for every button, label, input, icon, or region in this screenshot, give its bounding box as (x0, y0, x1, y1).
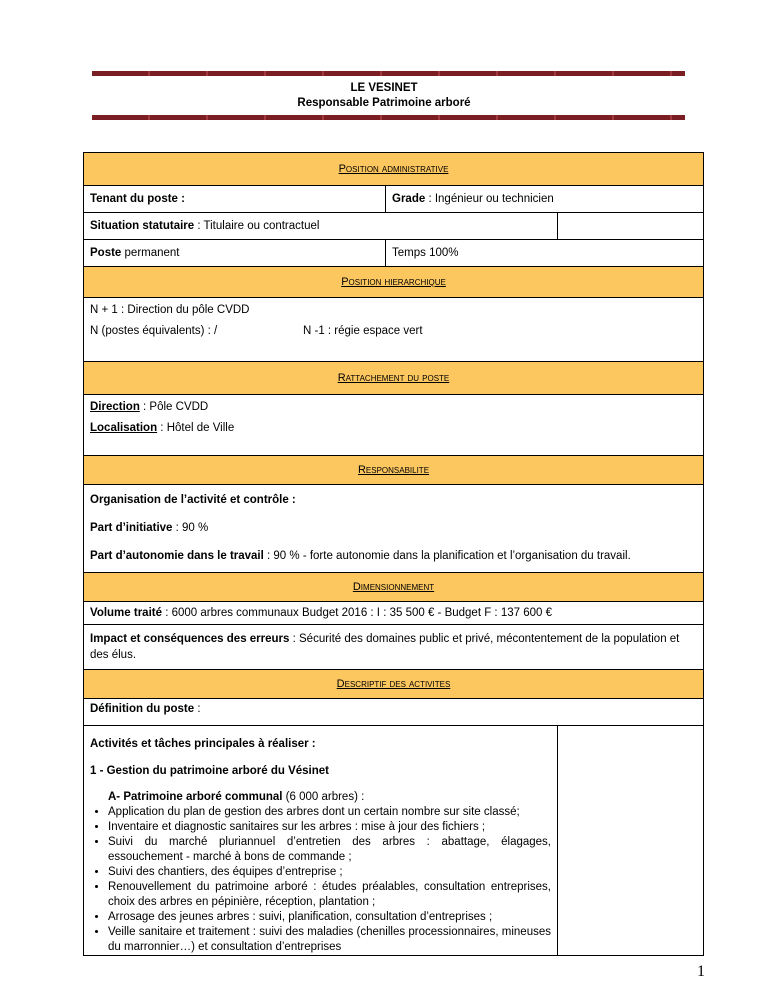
organisation-line: Organisation de l’activité et contrôle : (90, 494, 296, 506)
list-item: • Veille sanitaire et traitement : suivi des maladies (chenilles processionnaires, mineuses du marronnier…) et consultation d’entreprises (108, 925, 551, 955)
empty-cell (558, 213, 704, 240)
list-item: • Renouvellement du patrimoine arboré : études préalables, consultation entreprises, choix des arbres en pépinière, réception, plantation ; (108, 880, 551, 910)
responsabilite-cell (84, 485, 704, 573)
list-item: • Suivi du marché pluriannuel d’entretien des arbres : abattage, élagages, essouchement - marché à bons de commande ; (108, 835, 551, 865)
job-description-table (83, 152, 704, 956)
list-item: • Inventaire et diagnostic sanitaires sur les arbres : mise à jour des fichiers ; (108, 820, 551, 835)
grade-cell: Grade : Ingénieur ou technicien (386, 186, 704, 213)
activities-cell (84, 726, 558, 956)
definition-cell: Définition du poste : (84, 699, 704, 726)
header-rule-top (92, 71, 685, 76)
section-rattachement: Rattachement du poste (84, 362, 704, 395)
initiative-line: Part d’initiative : 90 % (90, 522, 209, 534)
situation-cell: Situation statutaire : Titulaire ou contractuel (84, 213, 558, 240)
hierarchy-cell (84, 298, 704, 362)
tenant-cell: Tenant du poste : (84, 186, 386, 213)
section-position-hierarchique: Position hierarchique (84, 267, 704, 298)
header-title: LE VESINET (350, 82, 418, 94)
section-position-administrative: Position administrative (84, 153, 704, 186)
list-item: • Suivi des chantiers, des équipes d’entreprise ; (108, 865, 551, 880)
section-dimensionnement: Dimensionnement (84, 573, 704, 602)
activities-title: Activités et tâches principales à réaliser : (90, 738, 316, 750)
n-minus-1: N -1 : régie espace vert (303, 325, 423, 337)
list-item: • Application du plan de gestion des arbres dont un certain nombre sur site classé; (108, 805, 551, 820)
poste-cell: Poste permanent (84, 240, 386, 267)
direction-line: Direction : Pôle CVDD (90, 401, 209, 413)
temps-cell: Temps 100% (386, 240, 704, 267)
activities-list (90, 805, 551, 955)
n-equivalents: N (postes équivalents) : / (90, 325, 218, 337)
section-descriptif: Descriptif des activites (84, 670, 704, 699)
n-plus-1: N + 1 : Direction du pôle CVDD (90, 304, 250, 316)
section-responsabilite: Responsabilite (84, 456, 704, 485)
gestion-title: 1 - Gestion du patrimoine arboré du Vésinet (90, 765, 329, 777)
sub-a-title: A- Patrimoine arboré communal (6 000 arbres) : (108, 791, 365, 803)
list-item: • Arrosage des jeunes arbres : suivi, planification, consultation d’entreprises ; (108, 910, 551, 925)
header-subtitle: Responsable Patrimoine arboré (297, 97, 471, 109)
localisation-line: Localisation : Hôtel de Ville (90, 422, 235, 434)
autonomie-line: Part d’autonomie dans le travail : 90 % - forte autonomie dans la planification et l’organisation du travail. (90, 550, 631, 562)
header-rule-bottom (92, 115, 685, 120)
page-number: 1 (697, 963, 705, 980)
impact-cell: Impact et conséquences des erreurs : Sécurité des domaines public et privé, mécontentement de la population et des élus. (84, 625, 704, 670)
activities-side-cell (558, 726, 704, 956)
volume-cell: Volume traité : 6000 arbres communaux Budget 2016 : I : 35 500 € - Budget F : 137 600 € (84, 602, 704, 625)
rattachement-cell (84, 395, 704, 456)
